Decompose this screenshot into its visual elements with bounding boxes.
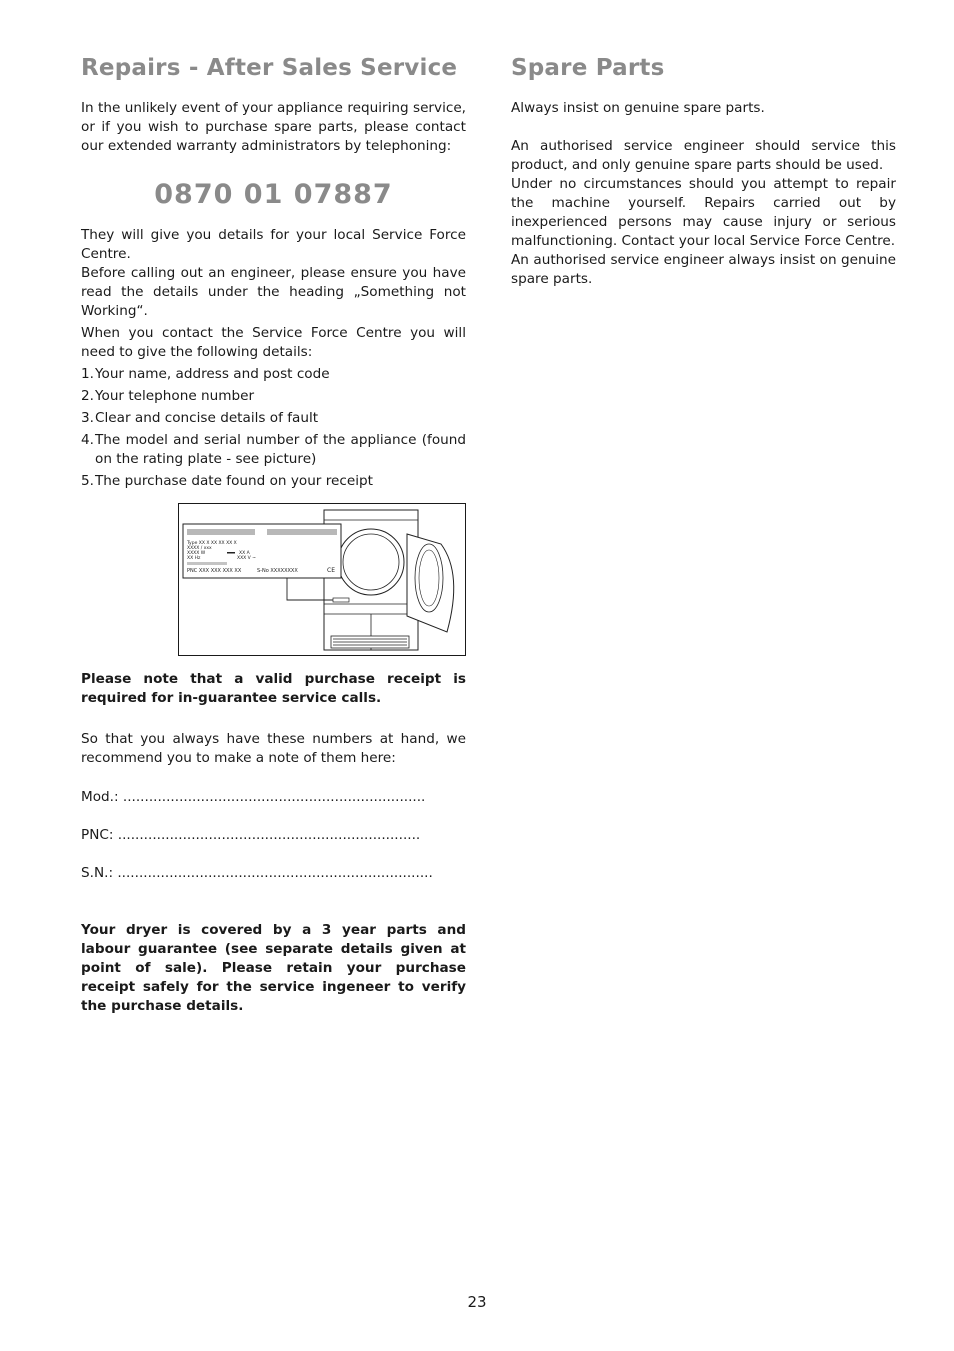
plate-line4-text: XX Hz — [187, 556, 201, 561]
list-item: 2. Your telephone number — [81, 388, 255, 404]
pnc-field: PNC: ...................................................................... — [81, 827, 421, 843]
model-field: Mod.: ...................................................................... — [81, 789, 426, 805]
rating-plate-figure — [178, 503, 466, 656]
engineer-paragraph: An authorised service engineer should service this product, and only genuine spare parts should be used. — [511, 138, 896, 173]
repairs-section — [81, 52, 466, 1016]
spare-parts-title: Spare Parts — [511, 55, 665, 81]
no-self-repair-paragraph: Under no circumstances should you attempt to repair the machine yourself. Repairs carried out by inexperienced persons may cause injury or serious malfunctioning. Contact your local Service Force Centre. — [511, 176, 896, 249]
serial-number-field: S.N.: ......................................................................... — [81, 865, 433, 881]
page-number: 23 — [467, 1293, 487, 1311]
insist-genuine-paragraph: An authorised service engineer always insist on genuine spare parts. — [511, 252, 896, 287]
before-calling-paragraph: Before calling out an engineer, please ensure you have read the details under the heading „Something not Working“. — [81, 265, 466, 319]
receipt-note: Please note that a valid purchase receipt is required for in-guarantee service calls. — [81, 671, 466, 706]
guarantee-note: Your dryer is covered by a 3 year parts and labour guarantee (see separate details given at point of sale). Please retain your purchase receipt safely for the service ingeneer to verify the purchase details. — [81, 922, 466, 1014]
list-item: 3. Clear and concise details of fault — [81, 410, 319, 426]
contact-details-paragraph: When you contact the Service Force Centre you will need to give the following details: — [81, 325, 466, 360]
plate-volt-text: XXX V ~ — [237, 556, 256, 561]
plate-amp-text: XX A — [239, 551, 250, 556]
list-item: 1. Your name, address and post code — [81, 366, 330, 382]
plate-type-text: Type XX X XX XX XX X — [187, 541, 237, 546]
note-intro: So that you always have these numbers at hand, we recommend you to make a note of them here: — [81, 731, 466, 766]
ce-mark: CE — [327, 567, 335, 574]
repairs-title: Repairs - After Sales Service — [81, 55, 458, 81]
plate-sno-text: S-No XXXXXXXX — [257, 568, 298, 574]
details-list — [81, 365, 466, 491]
dryer-illustration — [179, 504, 465, 655]
service-phone-number: 0870 01 07887 — [154, 179, 393, 210]
plate-line3-text: XXXX W — [187, 551, 206, 556]
genuine-parts-line: Always insist on genuine spare parts. — [511, 100, 765, 116]
repairs-intro: In the unlikely event of your appliance requiring service, or if you wish to purchase spare parts, please contact our extended warranty administrators by telephoning: — [81, 100, 466, 154]
list-item: 5. The purchase date found on your receipt — [81, 473, 373, 489]
plate-line2-text: XXXX / xxx — [187, 546, 212, 551]
list-item: 4. The model and serial number of the appliance (found on the rating plate - see picture) — [81, 432, 466, 467]
spare-parts-section — [511, 52, 896, 289]
service-centre-paragraph: They will give you details for your local Service Force Centre. — [81, 227, 466, 262]
plate-pnc-text: PNC XXX XXX XXX XX — [187, 568, 242, 574]
